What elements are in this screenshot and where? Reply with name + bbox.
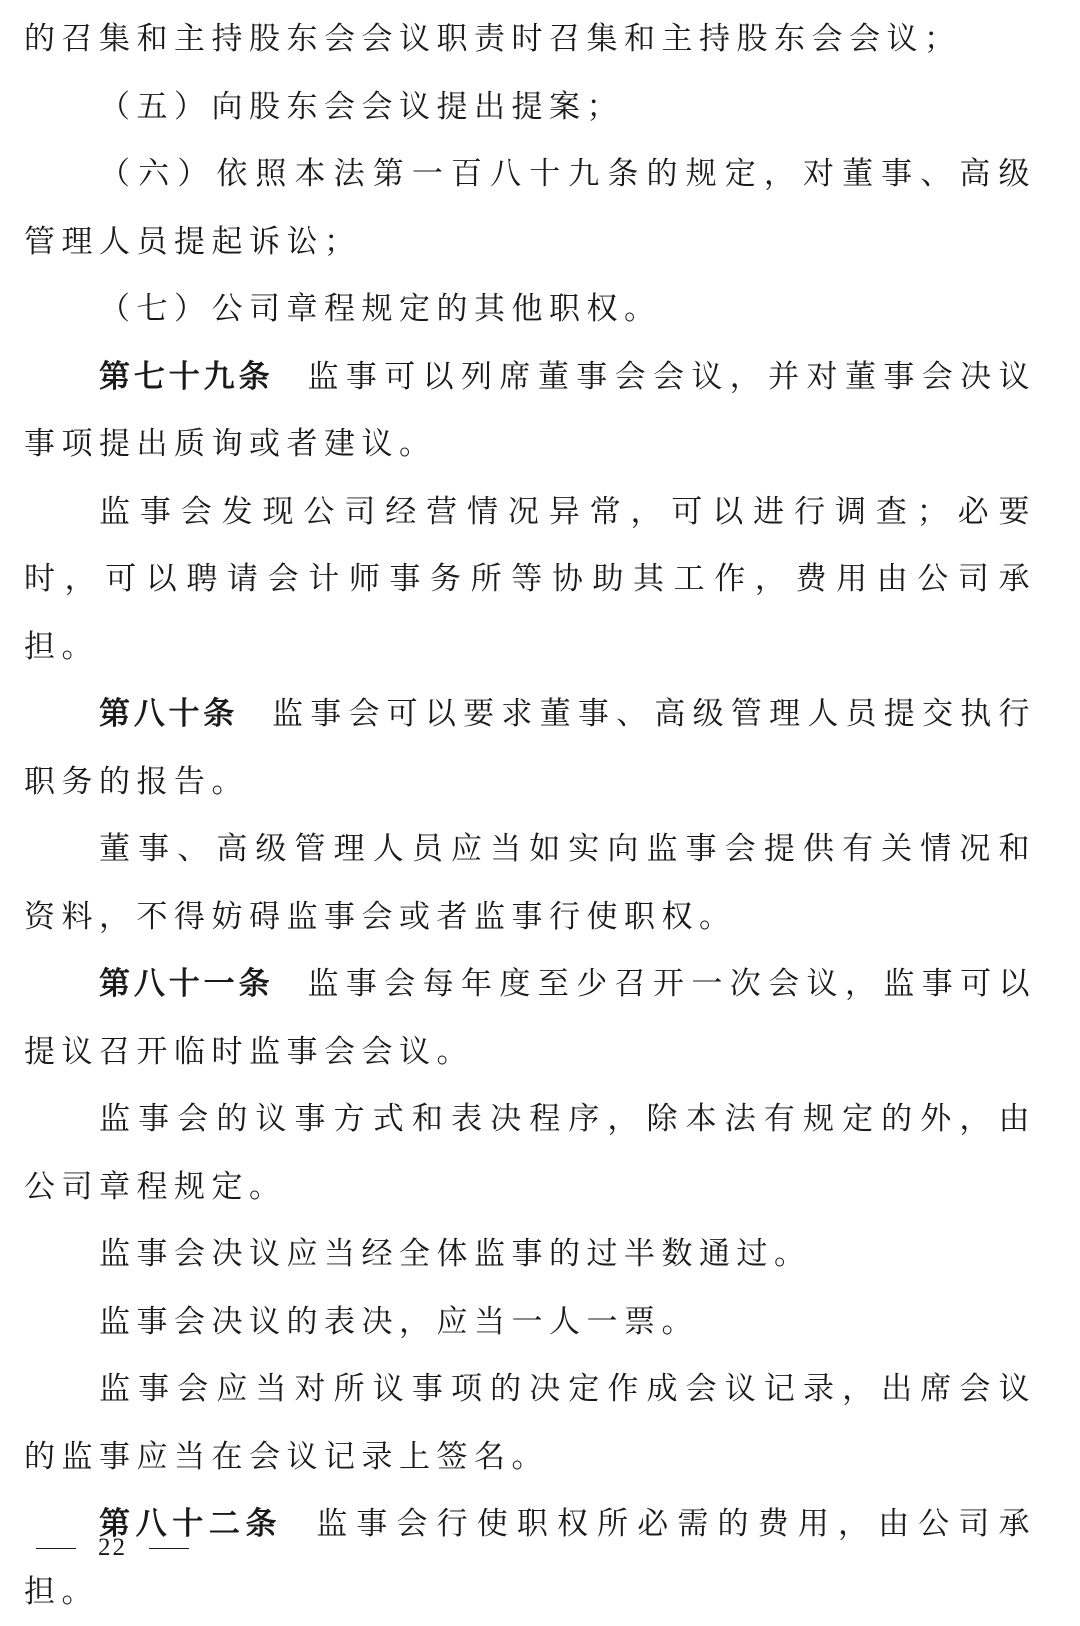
footer-dash-right xyxy=(149,1548,189,1549)
article-80 xyxy=(24,681,1036,816)
paragraph xyxy=(24,816,1036,951)
paragraph-text: 监事会决议应当经全体监事的过半数通过。 xyxy=(99,1236,812,1272)
paragraph-text: （七）公司章程规定的其他职权。 xyxy=(99,291,662,327)
paragraph-text: （六）依照本法第一百八十九条的规定，对董事、高级管理人员提起诉讼； xyxy=(24,156,1036,260)
article-number: 第七十九条 xyxy=(99,358,274,395)
paragraph-text: 的召集和主持股东会会议职责时召集和主持股东会会议； xyxy=(24,21,962,57)
paragraph-text: 监事会可以要求董事、高级管理人员提交执行职务的报告。 xyxy=(24,696,1037,800)
page-footer xyxy=(36,1533,189,1563)
paragraph-text: 董事、高级管理人员应当如实向监事会提供有关情况和资料，不得妨碍监事会或者监事行使职权。 xyxy=(24,831,1036,935)
paragraph-text: 监事会决议的表决，应当一人一票。 xyxy=(99,1303,699,1340)
paragraph-text: 监事可以列席董事会会议，并对董事会决议事项提出质询或者建议。 xyxy=(24,358,1037,462)
paragraph xyxy=(24,1289,1036,1357)
paragraph-text: 监事会发现公司经营情况异常，可以进行调查；必要时，可以聘请会计师事务所等协助其工作，费用由公司承担。 xyxy=(24,493,1036,665)
paragraph xyxy=(24,1221,1036,1289)
paragraph-text: （五）向股东会会议提出提案； xyxy=(99,88,624,125)
paragraph-text: 监事会的议事方式和表决程序，除本法有规定的外，由公司章程规定。 xyxy=(24,1101,1036,1205)
paragraph-item-6 xyxy=(24,141,1036,276)
paragraph xyxy=(24,479,1036,682)
paragraph xyxy=(24,1086,1036,1221)
document-page xyxy=(24,6,1036,1626)
article-number: 第八十二条 xyxy=(99,1506,283,1542)
paragraph-text: 监事会每年度至少召开一次会议，监事可以提议召开临时监事会会议。 xyxy=(24,966,1037,1070)
footer-dash-left xyxy=(36,1548,76,1549)
article-79 xyxy=(24,344,1036,479)
article-number: 第八十一条 xyxy=(99,966,274,1002)
page-number: 22 xyxy=(98,1534,127,1561)
paragraph-item-5 xyxy=(24,74,1036,142)
article-number: 第八十条 xyxy=(99,696,238,732)
paragraph-text: 监事会行使职权所必需的费用，由公司承担。 xyxy=(24,1506,1037,1610)
paragraph-item-7 xyxy=(24,276,1036,344)
paragraph-continuation xyxy=(24,6,1036,74)
paragraph xyxy=(24,1356,1036,1491)
paragraph-text: 监事会应当对所议事项的决定作成会议记录，出席会议的监事应当在会议记录上签名。 xyxy=(24,1371,1036,1475)
article-81 xyxy=(24,951,1036,1086)
